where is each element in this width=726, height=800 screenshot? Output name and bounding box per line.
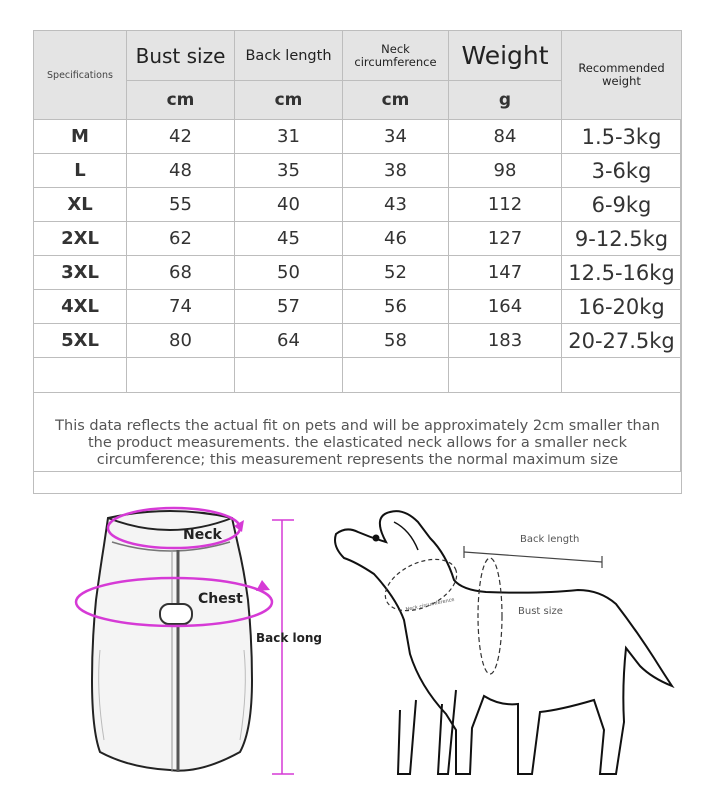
recommended-cell: 1.5-3kg (562, 120, 682, 154)
weight-header: Weight (449, 31, 562, 81)
weight-cell: 183 (449, 324, 562, 358)
neck-cell: 58 (343, 324, 449, 358)
recommended-cell: 6-9kg (562, 188, 682, 222)
neck-circumference-header: Neck circumference (343, 31, 449, 81)
dog-back-length-label: Back length (520, 534, 580, 545)
recommended-cell: 12.5-16kg (562, 256, 682, 290)
bust-cell: 68 (127, 256, 235, 290)
neck-unit: cm (343, 81, 449, 120)
size-table (33, 30, 682, 494)
specifications-header: Specifications (34, 31, 127, 120)
table-row (34, 188, 682, 222)
weight-cell: 147 (449, 256, 562, 290)
back-cell: 64 (235, 324, 343, 358)
jacket-illustration (92, 511, 252, 772)
back-cell: 35 (235, 154, 343, 188)
bust-unit: cm (127, 81, 235, 120)
dog-neck-label: Neck circumference (405, 596, 456, 614)
dog-bust-size-label: Bust size (518, 606, 563, 617)
bust-cell: 48 (127, 154, 235, 188)
dog-back-length-line (464, 546, 602, 568)
table-row (34, 324, 682, 358)
size-cell: L (34, 154, 127, 188)
neck-cell: 46 (343, 222, 449, 256)
empty-row (34, 358, 682, 393)
back-cell: 31 (235, 120, 343, 154)
bust-cell: 55 (127, 188, 235, 222)
jacket-chest-label: Chest (198, 591, 243, 607)
back-cell: 40 (235, 188, 343, 222)
recommended-cell: 20-27.5kg (562, 324, 682, 358)
jacket-neck-label: Neck (183, 527, 222, 543)
bust-cell: 42 (127, 120, 235, 154)
weight-cell: 127 (449, 222, 562, 256)
bust-cell: 74 (127, 290, 235, 324)
weight-unit: g (449, 81, 562, 120)
table-row (34, 290, 682, 324)
measurement-diagram (0, 490, 726, 800)
header-row (34, 31, 682, 81)
jacket-back-long-label: Back long (256, 631, 323, 645)
recommended-cell: 9-12.5kg (562, 222, 682, 256)
neck-cell: 56 (343, 290, 449, 324)
note-row (34, 393, 682, 494)
size-cell: 3XL (34, 256, 127, 290)
back-long-ruler (272, 520, 294, 774)
table-row (34, 222, 682, 256)
weight-cell: 84 (449, 120, 562, 154)
size-chart (33, 30, 681, 472)
weight-cell: 112 (449, 188, 562, 222)
recommended-weight-header: Recommended weight (562, 31, 682, 120)
size-cell: 4XL (34, 290, 127, 324)
size-cell: 5XL (34, 324, 127, 358)
back-length-header: Back length (235, 31, 343, 81)
neck-cell: 52 (343, 256, 449, 290)
back-cell: 57 (235, 290, 343, 324)
fit-note: This data reflects the actual fit on pets and will be approximately 2cm smaller than the product measurements. the elasticated neck allows for a smaller neck circumference; this measurement represents the normal maximum size (34, 393, 682, 494)
bust-cell: 62 (127, 222, 235, 256)
size-cell: M (34, 120, 127, 154)
bust-cell: 80 (127, 324, 235, 358)
table-row (34, 154, 682, 188)
neck-cell: 43 (343, 188, 449, 222)
recommended-cell: 3-6kg (562, 154, 682, 188)
bust-size-header: Bust size (127, 31, 235, 81)
weight-cell: 164 (449, 290, 562, 324)
recommended-cell: 16-20kg (562, 290, 682, 324)
table-row (34, 256, 682, 290)
table-row (34, 120, 682, 154)
size-cell: 2XL (34, 222, 127, 256)
back-cell: 50 (235, 256, 343, 290)
back-unit: cm (235, 81, 343, 120)
neck-cell: 38 (343, 154, 449, 188)
weight-cell: 98 (449, 154, 562, 188)
size-cell: XL (34, 188, 127, 222)
dog-illustration (335, 511, 672, 774)
neck-cell: 34 (343, 120, 449, 154)
back-cell: 45 (235, 222, 343, 256)
